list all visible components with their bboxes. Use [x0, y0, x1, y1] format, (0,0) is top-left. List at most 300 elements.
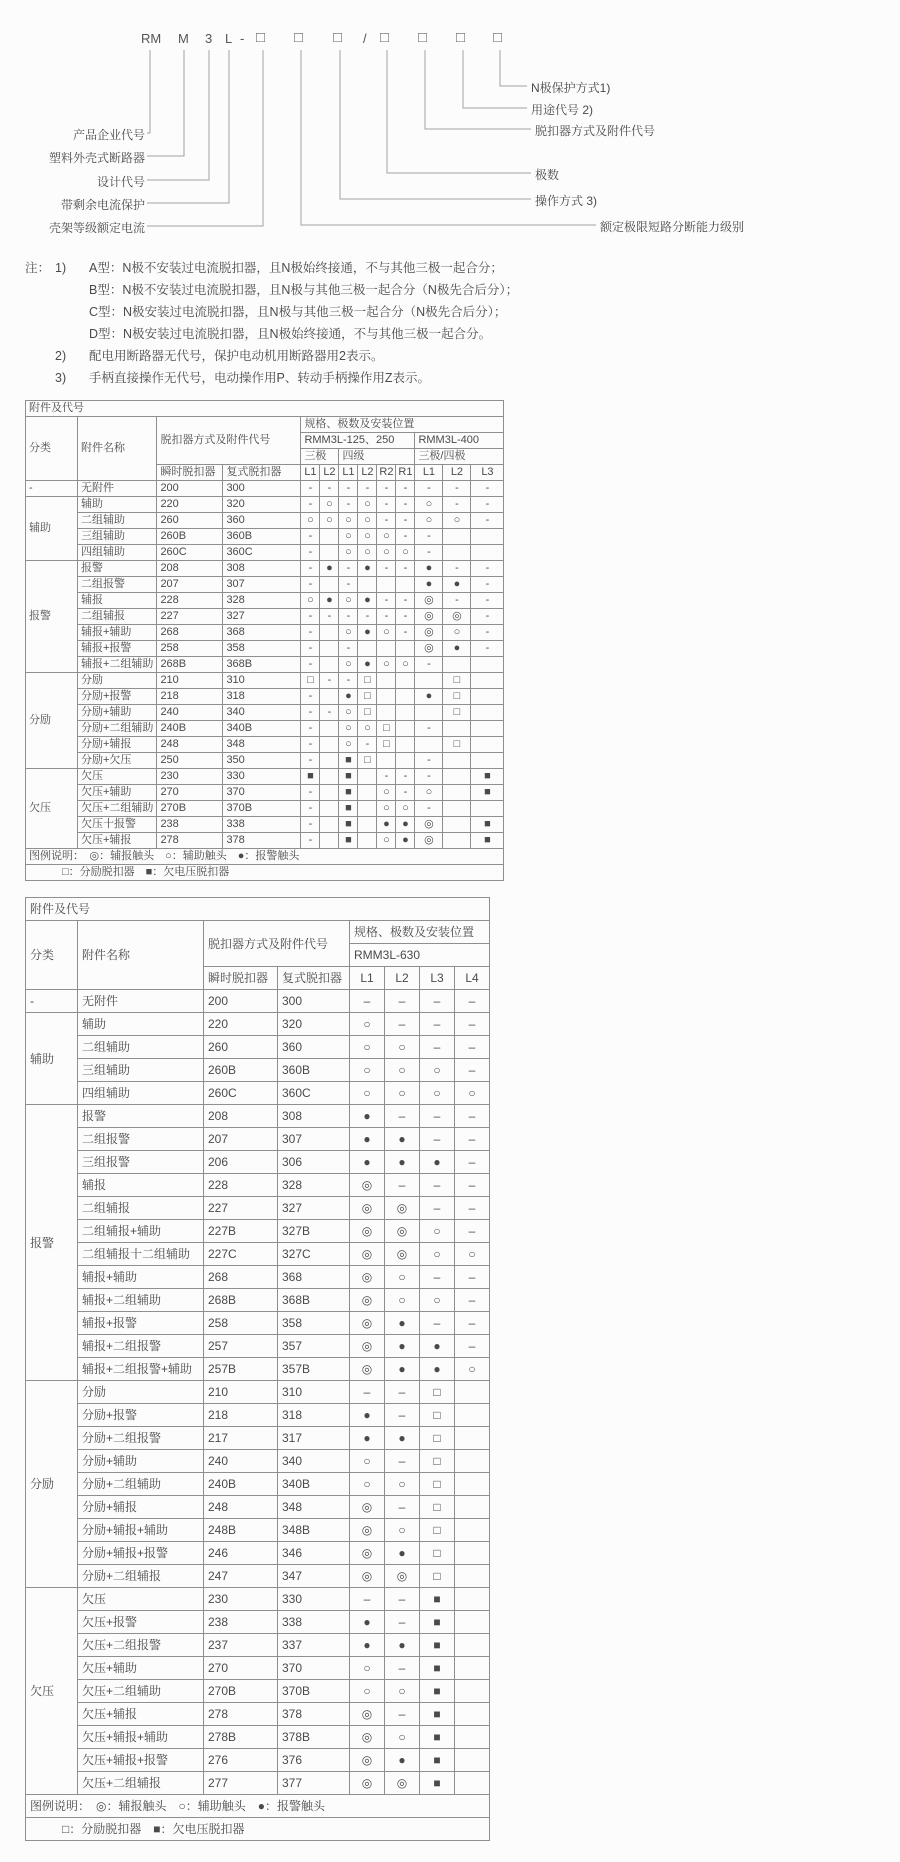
position-cell: -: [301, 753, 320, 769]
table-row: [26, 1059, 490, 1082]
accessory-name-cell: 辅报+辅助: [78, 1266, 204, 1289]
position-cell: [320, 833, 339, 849]
position-cell: -: [301, 801, 320, 817]
position-cell: ●: [358, 593, 377, 609]
position-cell: ●: [396, 833, 415, 849]
position-cell: [415, 705, 443, 721]
table-row: [26, 753, 504, 769]
instant-code-cell: 268: [157, 625, 223, 641]
compound-code-cell: 338: [223, 817, 301, 833]
position-cell: [320, 625, 339, 641]
table-row: [26, 1427, 490, 1450]
position-cell: [471, 689, 504, 705]
category-cell: 报警: [26, 561, 78, 673]
position-cell: ●: [420, 1151, 455, 1174]
col-header-model: RMM3L-630: [350, 944, 490, 967]
position-cell: □: [358, 689, 377, 705]
table-row: [26, 609, 504, 625]
position-cell: ●: [385, 1749, 420, 1772]
position-cell: [455, 1657, 490, 1680]
instant-code-cell: 228: [157, 593, 223, 609]
position-cell: [455, 1519, 490, 1542]
position-cell: ●: [350, 1151, 385, 1174]
model-segment-m: M: [178, 31, 189, 46]
accessory-name-cell: 欠压+二组辅报: [78, 1772, 204, 1795]
table-row: [26, 705, 504, 721]
instant-code-cell: 208: [204, 1105, 278, 1128]
position-cell: [396, 689, 415, 705]
model-segment-slash: /: [363, 31, 367, 46]
position-cell: -: [415, 657, 443, 673]
instant-code-cell: 228: [204, 1174, 278, 1197]
instant-code-cell: 260: [157, 513, 223, 529]
table-row: [26, 1312, 490, 1335]
position-cell: ○: [358, 513, 377, 529]
position-cell: ◎: [350, 1703, 385, 1726]
accessory-name-cell: 分励+辅报: [78, 1496, 204, 1519]
position-cell: –: [420, 1013, 455, 1036]
instant-code-cell: 237: [204, 1634, 278, 1657]
position-cell: ◎: [385, 1197, 420, 1220]
position-cell: □: [358, 673, 377, 689]
table-row: [26, 1197, 490, 1220]
legend-line-contacts: 图例说明： ◎：辅报触头 ○：辅助触头 ●：报警触头: [26, 1795, 490, 1818]
position-cell: ●: [443, 641, 471, 657]
position-cell: ◎: [415, 641, 443, 657]
position-cell: [320, 657, 339, 673]
position-cell: -: [301, 481, 320, 497]
position-cell: [377, 641, 396, 657]
position-cell: ○: [358, 529, 377, 545]
model-segment-rm: RM: [141, 31, 162, 46]
position-cell: ●: [415, 689, 443, 705]
position-cell: –: [455, 1036, 490, 1059]
position-cell: ●: [385, 1634, 420, 1657]
compound-code-cell: 360C: [278, 1082, 350, 1105]
accessory-name-cell: 分励: [78, 673, 157, 689]
category-cell: 报警: [26, 1105, 78, 1381]
table-row: [26, 1749, 490, 1772]
category-cell: 欠压: [26, 1588, 78, 1795]
col-header-position: L4: [455, 967, 490, 990]
position-cell: -: [301, 625, 320, 641]
table-row: [26, 689, 504, 705]
position-cell: ○: [377, 657, 396, 673]
compound-code-cell: 340: [278, 1450, 350, 1473]
model-placeholder-box: □: [256, 29, 266, 46]
position-cell: ◎: [350, 1749, 385, 1772]
position-cell: ■: [471, 833, 504, 849]
position-cell: ◎: [385, 1243, 420, 1266]
position-cell: -: [471, 609, 504, 625]
legend-line-releases: □：分励脱扣器 ■：欠电压脱扣器: [26, 865, 504, 881]
legend-line-contacts: 图例说明： ◎：辅报触头 ○：辅助触头 ●：报警触头: [26, 849, 504, 865]
label-product-company-code: 产品企业代号: [72, 128, 145, 142]
table-row: [26, 625, 504, 641]
table-row: [26, 1680, 490, 1703]
table-row: [26, 785, 504, 801]
table-row: [26, 737, 504, 753]
compound-code-cell: 358: [223, 641, 301, 657]
position-cell: ●: [320, 593, 339, 609]
instant-code-cell: 230: [157, 769, 223, 785]
position-cell: ◎: [350, 1565, 385, 1588]
position-cell: ○: [396, 801, 415, 817]
position-cell: ○: [339, 721, 358, 737]
position-cell: ■: [420, 1680, 455, 1703]
legend-row: [26, 849, 504, 865]
position-cell: ●: [385, 1312, 420, 1335]
accessory-name-cell: 分励+二组报警: [78, 1427, 204, 1450]
position-cell: –: [455, 1197, 490, 1220]
note-line: 配电用断路器无代号，保护电动机用断路器用2表示。: [89, 349, 384, 363]
table-row: [26, 577, 504, 593]
position-cell: ○: [339, 657, 358, 673]
position-cell: [377, 753, 396, 769]
position-cell: □: [443, 705, 471, 721]
compound-code-cell: 368: [223, 625, 301, 641]
position-cell: □: [443, 737, 471, 753]
table-row: [26, 1013, 490, 1036]
position-cell: ◎: [415, 609, 443, 625]
table-row: [26, 673, 504, 689]
position-cell: [358, 769, 377, 785]
compound-code-cell: 320: [278, 1013, 350, 1036]
instant-code-cell: 258: [157, 641, 223, 657]
position-cell: ○: [377, 801, 396, 817]
position-cell: ●: [350, 1611, 385, 1634]
position-cell: [455, 1450, 490, 1473]
position-cell: -: [396, 497, 415, 513]
position-cell: □: [443, 689, 471, 705]
compound-code-cell: 310: [223, 673, 301, 689]
model-placeholder-box: □: [380, 29, 390, 46]
position-cell: [443, 529, 471, 545]
position-cell: ■: [420, 1726, 455, 1749]
position-cell: ○: [350, 1473, 385, 1496]
compound-code-cell: 376: [278, 1749, 350, 1772]
table-row: [26, 545, 504, 561]
position-cell: -: [471, 513, 504, 529]
accessory-name-cell: 分励+二组辅报: [78, 1565, 204, 1588]
position-cell: □: [358, 753, 377, 769]
col-header-model-a: RMM3L-125、250: [301, 433, 415, 449]
table-row: [26, 1036, 490, 1059]
position-cell: [443, 657, 471, 673]
table-row: [26, 561, 504, 577]
instant-code-cell: 268B: [157, 657, 223, 673]
col-header-position: L3: [471, 465, 504, 481]
table-row: [26, 1358, 490, 1381]
accessory-name-cell: 分励+报警: [78, 1404, 204, 1427]
position-cell: –: [385, 1657, 420, 1680]
position-cell: ○: [350, 1036, 385, 1059]
position-cell: ○: [377, 833, 396, 849]
label-frame-rated-current: 壳架等级额定电流: [48, 221, 145, 235]
position-cell: -: [301, 657, 320, 673]
compound-code-cell: 378: [223, 833, 301, 849]
accessory-name-cell: 欠压: [78, 769, 157, 785]
position-cell: ●: [415, 577, 443, 593]
instant-code-cell: 268B: [204, 1289, 278, 1312]
position-cell: [455, 1680, 490, 1703]
position-cell: [471, 657, 504, 673]
table-row: [26, 1473, 490, 1496]
table-row: [26, 1703, 490, 1726]
position-cell: ■: [420, 1772, 455, 1795]
table-row: [26, 817, 504, 833]
col-header-position: L3: [420, 967, 455, 990]
position-cell: –: [455, 1128, 490, 1151]
position-cell: ○: [420, 1220, 455, 1243]
accessory-name-cell: 欠压十报警: [78, 817, 157, 833]
compound-code-cell: 360B: [223, 529, 301, 545]
legend-line-releases: □：分励脱扣器 ■：欠电压脱扣器: [26, 1818, 490, 1841]
table-row: [26, 1542, 490, 1565]
instant-code-cell: 210: [157, 673, 223, 689]
col-header-model-b: RMM3L-400: [415, 433, 504, 449]
table-row: [26, 1772, 490, 1795]
position-cell: [396, 721, 415, 737]
model-placeholder-box: □: [418, 29, 428, 46]
compound-code-cell: 368B: [223, 657, 301, 673]
instant-code-cell: 260B: [157, 529, 223, 545]
table-row: [26, 1657, 490, 1680]
label-poles: 极数: [535, 168, 560, 182]
label-trip-accessory-code: 脱扣器方式及附件代号: [535, 124, 656, 138]
position-cell: -: [415, 721, 443, 737]
position-cell: -: [443, 561, 471, 577]
instant-code-cell: 240B: [204, 1473, 278, 1496]
accessory-name-cell: 二组辅报: [78, 1197, 204, 1220]
position-cell: -: [301, 609, 320, 625]
position-cell: -: [339, 673, 358, 689]
table-row: [26, 769, 504, 785]
table-title-row: [26, 401, 504, 417]
position-cell: [320, 769, 339, 785]
label-operation-mode: 操作方式 3): [535, 194, 598, 208]
accessories-table-630: [25, 897, 490, 1841]
col-header-position: L1: [350, 967, 385, 990]
accessory-name-cell: 分励+欠压: [78, 753, 157, 769]
table-title-row: [26, 898, 490, 921]
position-cell: ●: [396, 817, 415, 833]
position-cell: -: [471, 641, 504, 657]
position-cell: [455, 1726, 490, 1749]
position-cell: [471, 737, 504, 753]
position-cell: ■: [420, 1588, 455, 1611]
position-cell: ○: [377, 625, 396, 641]
position-cell: [377, 689, 396, 705]
compound-code-cell: 360C: [223, 545, 301, 561]
position-cell: [415, 737, 443, 753]
position-cell: -: [339, 561, 358, 577]
position-cell: -: [471, 497, 504, 513]
position-cell: ◎: [350, 1266, 385, 1289]
position-cell: ■: [339, 769, 358, 785]
position-cell: ○: [396, 657, 415, 673]
position-cell: –: [385, 1703, 420, 1726]
instant-code-cell: 200: [157, 481, 223, 497]
position-cell: ○: [377, 529, 396, 545]
position-cell: □: [420, 1565, 455, 1588]
accessories-table-125-250-400: [25, 400, 504, 881]
table-row: [26, 657, 504, 673]
table-row: [26, 1082, 490, 1105]
position-cell: ◎: [350, 1174, 385, 1197]
position-cell: [377, 705, 396, 721]
position-cell: –: [385, 1404, 420, 1427]
position-cell: –: [385, 1588, 420, 1611]
table-row: [26, 1128, 490, 1151]
position-cell: [358, 817, 377, 833]
notes-prefix: 注：: [25, 261, 51, 275]
position-cell: –: [420, 1266, 455, 1289]
position-cell: [455, 1427, 490, 1450]
instant-code-cell: 206: [204, 1151, 278, 1174]
model-placeholder-box: □: [294, 29, 304, 46]
position-cell: [455, 1404, 490, 1427]
position-cell: ●: [385, 1358, 420, 1381]
table-row: [26, 593, 504, 609]
position-cell: [471, 545, 504, 561]
position-cell: ◎: [350, 1519, 385, 1542]
position-cell: –: [350, 1381, 385, 1404]
position-cell: ○: [339, 593, 358, 609]
position-cell: ○: [350, 1680, 385, 1703]
position-cell: –: [385, 1611, 420, 1634]
col-header-position: L2: [320, 465, 339, 481]
notes-section: [25, 257, 518, 389]
position-cell: ○: [350, 1657, 385, 1680]
compound-code-cell: 330: [223, 769, 301, 785]
position-cell: ○: [385, 1519, 420, 1542]
table-row: [26, 1174, 490, 1197]
instant-code-cell: 270B: [157, 801, 223, 817]
compound-code-cell: 310: [278, 1381, 350, 1404]
position-cell: -: [396, 769, 415, 785]
position-cell: □: [301, 673, 320, 689]
table-row: [26, 1243, 490, 1266]
table-row: [26, 1519, 490, 1542]
position-cell: -: [358, 609, 377, 625]
accessory-name-cell: 三组辅助: [78, 529, 157, 545]
position-cell: -: [415, 769, 443, 785]
position-cell: -: [396, 593, 415, 609]
position-cell: ○: [301, 593, 320, 609]
col-header-spec: 规格、极数及安装位置: [301, 417, 504, 433]
position-cell: ○: [415, 785, 443, 801]
accessory-name-cell: 分励+报警: [78, 689, 157, 705]
position-cell: [471, 801, 504, 817]
compound-code-cell: 300: [278, 990, 350, 1013]
position-cell: ◎: [350, 1243, 385, 1266]
compound-code-cell: 370B: [278, 1680, 350, 1703]
position-cell: -: [320, 673, 339, 689]
label-usage-code: 用途代号 2): [531, 103, 594, 117]
accessory-name-cell: 辅报+二组报警: [78, 1335, 204, 1358]
category-cell: -: [26, 481, 78, 497]
accessory-name-cell: 欠压+二组辅助: [78, 1680, 204, 1703]
position-cell: ○: [455, 1358, 490, 1381]
position-cell: ○: [385, 1289, 420, 1312]
compound-code-cell: 357: [278, 1335, 350, 1358]
position-cell: –: [455, 1312, 490, 1335]
position-cell: -: [471, 481, 504, 497]
note-item-1: [25, 257, 518, 345]
position-cell: -: [301, 737, 320, 753]
compound-code-cell: 368B: [278, 1289, 350, 1312]
model-segment-l: L: [225, 31, 233, 46]
position-cell: ○: [301, 513, 320, 529]
col-header-position: L1: [339, 465, 358, 481]
position-cell: -: [301, 529, 320, 545]
position-cell: ●: [350, 1427, 385, 1450]
position-cell: □: [420, 1496, 455, 1519]
position-cell: [396, 577, 415, 593]
label-n-pole-protection: N极保护方式1): [531, 81, 611, 95]
instant-code-cell: 260C: [157, 545, 223, 561]
col-header-accessory-name: 附件名称: [78, 921, 204, 990]
position-cell: □: [420, 1450, 455, 1473]
accessory-name-cell: 报警: [78, 561, 157, 577]
accessory-name-cell: 二组报警: [78, 577, 157, 593]
position-cell: -: [396, 785, 415, 801]
position-cell: □: [420, 1542, 455, 1565]
instant-code-cell: 208: [157, 561, 223, 577]
compound-code-cell: 357B: [278, 1358, 350, 1381]
position-cell: [320, 753, 339, 769]
position-cell: ○: [420, 1082, 455, 1105]
position-cell: -: [396, 481, 415, 497]
position-cell: ●: [420, 1335, 455, 1358]
position-cell: [377, 673, 396, 689]
note-item-2: [25, 345, 518, 367]
position-cell: ◎: [350, 1726, 385, 1749]
table-row: [26, 990, 490, 1013]
position-cell: -: [443, 593, 471, 609]
col-header-compound-release: 复式脱扣器: [278, 967, 350, 990]
position-cell: [455, 1496, 490, 1519]
accessory-name-cell: 分励+辅报+报警: [78, 1542, 204, 1565]
position-cell: ●: [350, 1128, 385, 1151]
position-cell: -: [415, 753, 443, 769]
compound-code-cell: 348B: [278, 1519, 350, 1542]
legend-row: [26, 1795, 490, 1818]
position-cell: [358, 577, 377, 593]
position-cell: ○: [420, 1289, 455, 1312]
position-cell: □: [377, 737, 396, 753]
table-row: [26, 529, 504, 545]
position-cell: [320, 689, 339, 705]
position-cell: ○: [377, 545, 396, 561]
accessory-name-cell: 分励+辅助: [78, 1450, 204, 1473]
position-cell: –: [420, 1128, 455, 1151]
compound-code-cell: 327: [223, 609, 301, 625]
instant-code-cell: 270: [204, 1657, 278, 1680]
position-cell: ■: [339, 801, 358, 817]
position-cell: ◎: [385, 1220, 420, 1243]
position-cell: ○: [420, 1243, 455, 1266]
position-cell: [455, 1634, 490, 1657]
accessory-name-cell: 辅报+二组报警+辅助: [78, 1358, 204, 1381]
col-header-position: L2: [385, 967, 420, 990]
compound-code-cell: 348: [278, 1496, 350, 1519]
accessory-name-cell: 辅报+辅助: [78, 625, 157, 641]
table-row: [26, 1266, 490, 1289]
position-cell: [455, 1565, 490, 1588]
compound-code-cell: 360B: [278, 1059, 350, 1082]
